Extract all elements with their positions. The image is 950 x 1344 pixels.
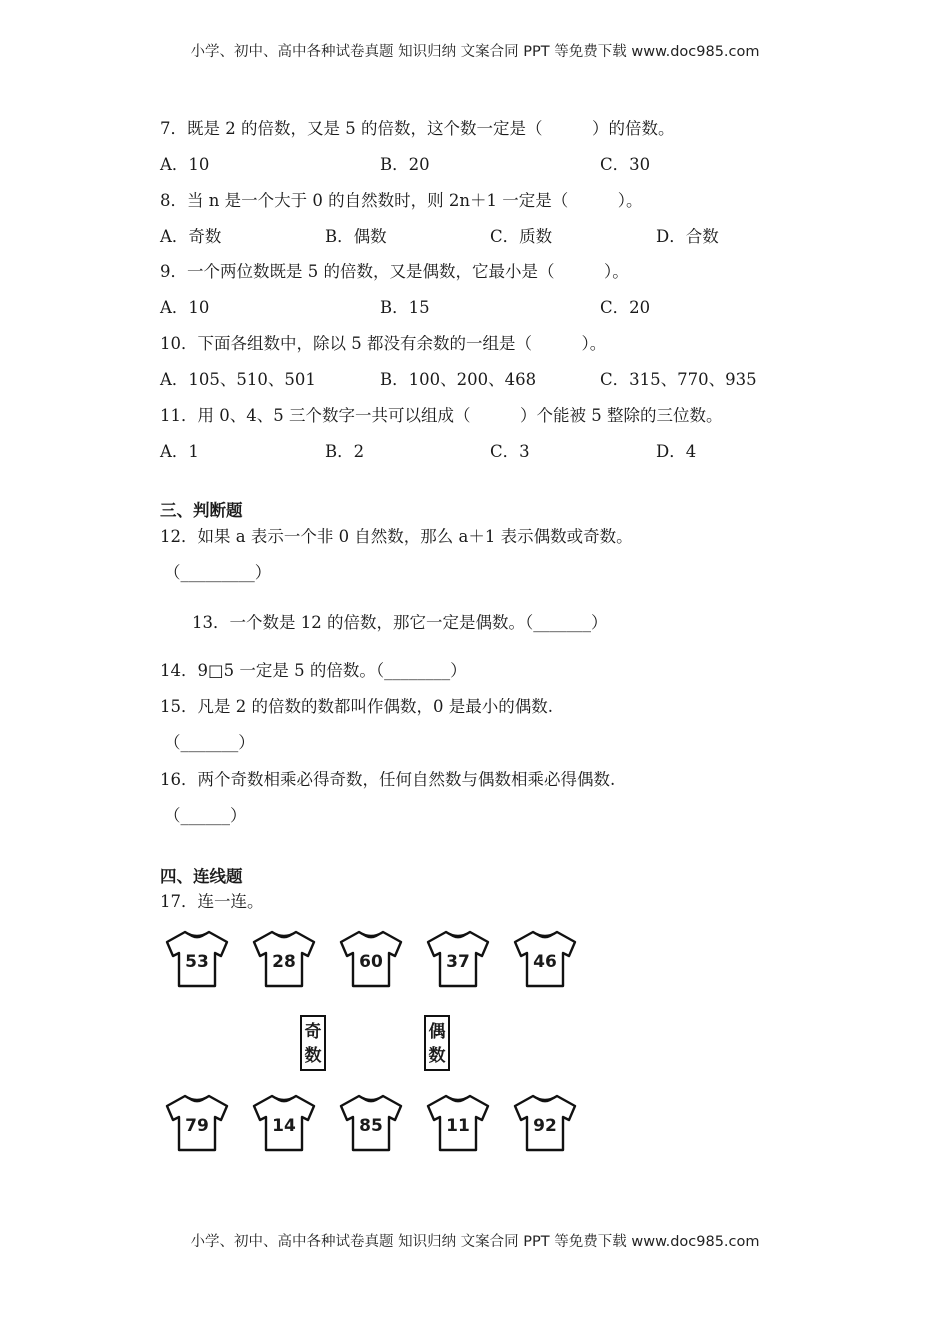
option-a: A．10 <box>160 298 210 317</box>
option-a: A．105、510、501 <box>160 370 316 389</box>
question-10-options <box>160 369 800 391</box>
question-8-options <box>160 226 800 248</box>
shirt-number: 53 <box>185 952 209 972</box>
option-b: B．2 <box>325 442 365 461</box>
question-10: 10．下面各组数中，除以 5 都没有余数的一组是（ ）。 <box>160 334 607 353</box>
question-11-options <box>160 441 800 463</box>
option-b: B．100、200、468 <box>380 370 537 389</box>
question-13: 13．一个数是 12 的倍数，那它一定是偶数。（_______） <box>192 613 608 632</box>
option-c: C．20 <box>600 298 651 317</box>
question-17: 17．连一连。 <box>160 892 264 911</box>
option-b: B．15 <box>380 298 430 317</box>
option-b: B．偶数 <box>325 227 387 246</box>
shirt-bottom-5[interactable] <box>511 1092 579 1154</box>
question-11: 11．用 0、4、5 三个数字一共可以组成（ ）个能被 5 整除的三位数。 <box>160 406 723 425</box>
question-16-blank: （______） <box>164 806 247 825</box>
section-title-matching: 四、连线题 <box>160 867 243 886</box>
box-char: 数 <box>428 1046 446 1066</box>
question-9: 9．一个两位数既是 5 的倍数，又是偶数，它最小是（ ）。 <box>160 262 629 281</box>
box-char: 偶 <box>428 1022 446 1042</box>
question-8: 8．当 n 是一个大于 0 的自然数时，则 2n＋1 一定是（ ）。 <box>160 191 643 210</box>
question-12-blank: （_________） <box>164 563 272 582</box>
shirt-number: 92 <box>533 1116 557 1136</box>
option-a: A．奇数 <box>160 227 222 246</box>
shirt-number: 11 <box>446 1116 470 1136</box>
box-char: 数 <box>304 1046 322 1066</box>
shirt-number: 28 <box>272 952 296 972</box>
question-14: 14．9□5 一定是 5 的倍数。（________） <box>160 661 467 680</box>
shirt-number: 14 <box>272 1116 296 1136</box>
page-header: 小学、初中、高中各种试卷真题 知识归纳 文案合同 PPT 等免费下载 www.doc985.com <box>190 44 760 60</box>
question-7: 7．既是 2 的倍数，又是 5 的倍数，这个数一定是（ ）的倍数。 <box>160 119 675 138</box>
shirt-number: 85 <box>359 1116 383 1136</box>
option-d: D．4 <box>656 442 697 461</box>
shirt-number: 79 <box>185 1116 209 1136</box>
question-9-options <box>160 297 800 319</box>
option-c: C．质数 <box>490 227 553 246</box>
box-even-number[interactable] <box>424 1015 450 1071</box>
shirt-bottom-4[interactable] <box>424 1092 492 1154</box>
shirt-number: 37 <box>446 952 470 972</box>
section-title-judgement: 三、判断题 <box>160 501 243 520</box>
question-12: 12．如果 a 表示一个非 0 自然数，那么 a＋1 表示偶数或奇数。 <box>160 527 633 546</box>
option-c: C．315、770、935 <box>600 370 757 389</box>
option-a: A．10 <box>160 155 210 174</box>
box-odd-number[interactable] <box>300 1015 326 1071</box>
question-15-blank: （_______） <box>164 733 255 752</box>
page-footer: 小学、初中、高中各种试卷真题 知识归纳 文案合同 PPT 等免费下载 www.doc985.com <box>190 1234 760 1250</box>
shirt-number: 60 <box>359 952 383 972</box>
option-c: C．3 <box>490 442 530 461</box>
shirt-top-3[interactable] <box>337 928 405 990</box>
box-char: 奇 <box>304 1022 322 1042</box>
shirt-bottom-1[interactable] <box>163 1092 231 1154</box>
shirt-top-2[interactable] <box>250 928 318 990</box>
option-a: A．1 <box>160 442 199 461</box>
option-b: B．20 <box>380 155 430 174</box>
option-c: C．30 <box>600 155 651 174</box>
question-16: 16．两个奇数相乘必得奇数，任何自然数与偶数相乘必得偶数. <box>160 770 616 789</box>
shirt-top-4[interactable] <box>424 928 492 990</box>
question-7-options <box>160 154 800 176</box>
shirt-number: 46 <box>533 952 557 972</box>
shirt-top-5[interactable] <box>511 928 579 990</box>
shirt-top-1[interactable] <box>163 928 231 990</box>
shirt-bottom-3[interactable] <box>337 1092 405 1154</box>
shirt-bottom-2[interactable] <box>250 1092 318 1154</box>
option-d: D．合数 <box>656 227 719 246</box>
question-15: 15．凡是 2 的倍数的数都叫作偶数，0 是最小的偶数. <box>160 697 553 716</box>
